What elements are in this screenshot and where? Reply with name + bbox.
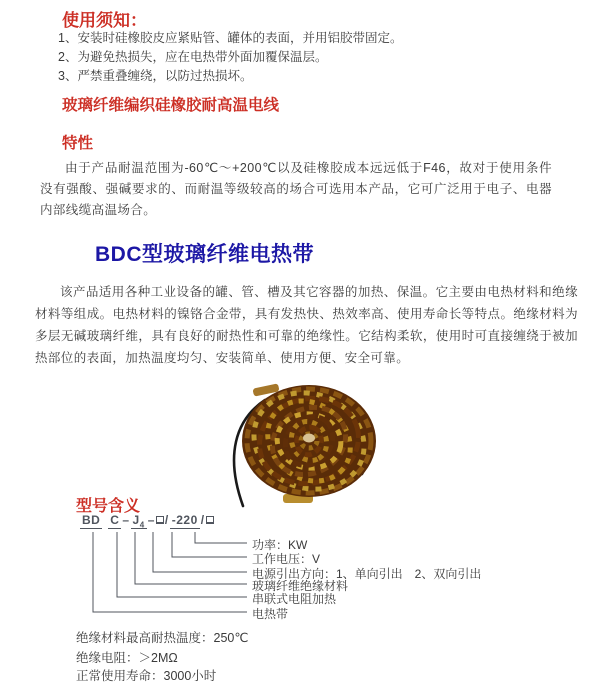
usage-notice-item-3: 3、严禁重叠缠绕，以防过热损坏。	[58, 69, 253, 83]
features-title: 特性	[62, 135, 94, 152]
usage-notice-item-1: 1、安装时硅橡胶皮应紧贴管、罐体的表面，并用铝胶带固定。	[58, 31, 403, 45]
formula-dash: –	[122, 513, 130, 527]
formula-part-c: C	[110, 513, 120, 527]
usage-notice-list	[58, 29, 402, 86]
formula-part-bd: BD	[82, 513, 101, 527]
formula-part-j4: $J_4$	[132, 513, 145, 530]
spec-service-life: 正常使用寿命：3000小时	[76, 669, 217, 683]
features-paragraph: 由于产品耐温范围为-60℃～+200℃以及硅橡胶成本远远低于F46，故对于使用条件没有强酸、强碱要求的、而耐温等级较高的场合可选用本产品，它可广泛用于电子、电器内部线缆高温场合。	[40, 161, 552, 217]
diagram-label-series-heating: 串联式电阻加热	[252, 592, 337, 606]
bdc-paragraph: 该产品适用各种工业设备的罐、管、槽及其它容器的加热、保温。它主要由电热材料和绝缘材料等组成。电热材料的镍铬合金带，具有发热快、热效率高、使用寿命长等特点。绝缘材料为多层无碱玻璃纤维，具有良好的耐热性和可靠的绝缘性。它结构柔软，使用时可直接缠绕于被加热部位的表面，加热温度均匀、安装简单、使用方便、安全可靠。	[35, 285, 578, 365]
diagram-label-heating-tape: 电热带	[252, 607, 289, 621]
spec-max-temp: 绝缘材料最高耐热温度：250℃	[76, 631, 249, 645]
formula-dash: –	[147, 513, 155, 527]
heating-tape-coil-image	[205, 378, 405, 518]
usage-notice-item-2: 2、为避免热损失，应在电热带外面加覆保温层。	[58, 50, 328, 64]
usage-notice-title: 使用须知：	[62, 11, 147, 30]
formula-slash: /	[164, 513, 169, 527]
model-section-title: 型号含义	[76, 498, 141, 515]
diagram-label-voltage: 工作电压：V	[252, 552, 321, 566]
spec-insulation-resistance: 绝缘电阻：＞2MΩ	[76, 651, 178, 665]
diagram-label-lead-direction: 电源引出方向：1、单向引出 2、双向引出	[252, 567, 482, 581]
diagram-label-power: 功率：KW	[252, 538, 308, 552]
coil-illustration	[205, 378, 405, 518]
diagram-label-insulation: 玻璃纤维绝缘材料	[252, 579, 349, 593]
bdc-section-title: BDC型玻璃纤维电热带	[95, 243, 314, 266]
formula-part-voltage: -220	[171, 513, 198, 527]
wire-section-title: 玻璃纤维编织硅橡胶耐高温电线	[62, 97, 280, 114]
formula-slash: /	[200, 513, 205, 527]
